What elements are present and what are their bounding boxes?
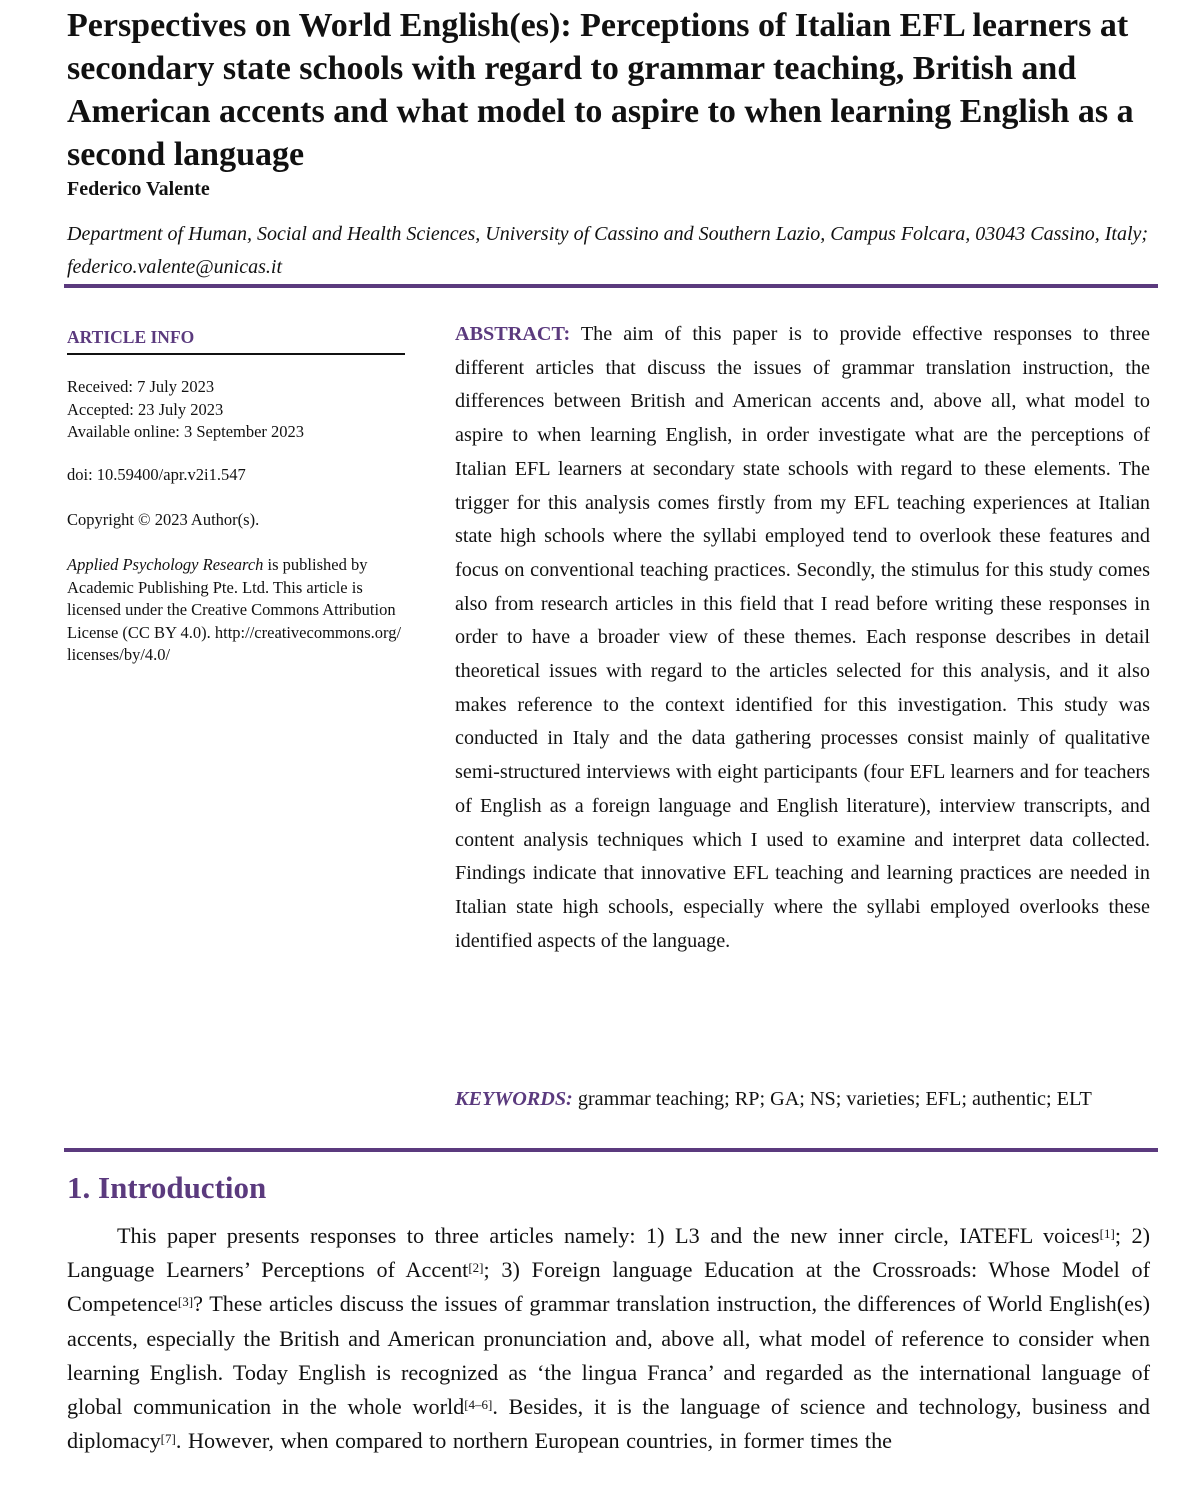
license-link[interactable]: http://creativecommons.org/licenses/by/4.0/ [67,622,402,664]
doi[interactable]: doi: 10.59400/apr.v2i1.547 [67,465,246,484]
copyright: Copyright © 2023 Author(s). [67,510,260,529]
article-info-heading: ARTICLE INFO [67,327,405,355]
accepted-date: Accepted: 23 July 2023 [67,399,224,419]
received-date: Received: 7 July 2023 [67,377,215,396]
paper-title: Perspectives on World English(es): Perceptions of Italian EFL learners at secondary state schools with regard to grammar teaching, British and American accents and what model to aspire to when learning English as a second language [67,7,1134,173]
introduction-paragraph [67,1219,1150,1458]
section-heading-introduction: 1. Introduction [67,1170,267,1205]
intro-text: . However, when compared to northern European countries, in former times the [175,1428,893,1454]
abstract-label: ABSTRACT: [455,323,571,345]
abstract-text: The aim of this paper is to provide effective responses to three different articles that discuss the issues of grammar translation instruction, the differences between British and American accents and, above all, what model to aspire to when learning English, in order investigate what are the perceptions of Italian EFL learners at secondary state schools with regard to these elements. The trigger for this analysis comes firstly from my EFL teaching experiences at Italian state high schools where the syllabi employed tend to overlook these features and focus on conventional teaching practices. Secondly, the stimulus for this study comes also from research articles in this field that I read before writing these responses in order to have a broader view of these themes. Each response describes in detail theoretical issues with regard to the articles selected for this analysis, and it also makes reference to the context identified for this investigation. This study was conducted in Italy and the data gathering processes consist mainly of qualitative semi-structured interviews with eight participants (four EFL learners and for teachers of English as a foreign language and English literature), interview transcripts, and content analysis techniques which I used to examine and interpret data collected. Findings indicate that innovative EFL teaching and learning practices are needed in Italian state high schools, especially where the syllabi employed overlooks these identified aspects of the language. [455,323,1150,952]
intro-text: This paper presents responses to three articles namely: 1) L3 and the new inner circle, IATEFL voices [117,1223,1100,1248]
abstract [455,318,1150,958]
keywords [455,1083,1160,1117]
citation-link[interactable]: [4–6] [464,1397,493,1413]
author-affiliation: Department of Human, Social and Health Sciences, University of Cassino and Southern Lazio, Campus Folcara, 03043 Cassino, Italy; federico.valente@unicas.it [67,223,1149,278]
license-notice [67,554,405,667]
intro-text: . Besides, it is the language of science and technology, business and diplomacy [67,1394,1150,1454]
header-divider [64,284,1158,288]
author-name: Federico Valente [67,178,210,200]
keywords-text: grammar teaching; RP; GA; NS; varieties; EFL; authentic; ELT [572,1088,1092,1110]
intro-text: ? These articles discuss the issues of grammar translation instruction, the differences of World English(es) accents, especially the British and American pronunciation and, above all, what model of reference to consider when learning English. Today English is recognized as ‘the lingua Franca’ and regarded as the international language of global communication in the whole world [67,1291,1150,1420]
citation-link[interactable]: [2] [468,1260,484,1276]
journal-name: Applied Psychology Research [67,555,264,574]
keywords-label: KEYWORDS: [455,1088,573,1110]
citation-link[interactable]: [1] [1099,1226,1115,1241]
available-date: Available online: 3 September 2023 [67,422,305,441]
article-dates [67,376,407,444]
citation-link[interactable]: [7] [160,1431,176,1447]
abstract-divider [64,1148,1158,1152]
intro-text: ; 3) Foreign language Education at the Crossroads: Whose Model of Competence [67,1257,1150,1317]
license-text: is published by Academic Publishing Pte. Ltd. This article is licensed under the Creative Commons Attribution License (CC BY 4.0). [67,555,396,642]
intro-text: ; 2) Language Learners’ Perceptions of Accent [67,1223,1150,1283]
citation-link[interactable]: [3] [177,1294,194,1310]
